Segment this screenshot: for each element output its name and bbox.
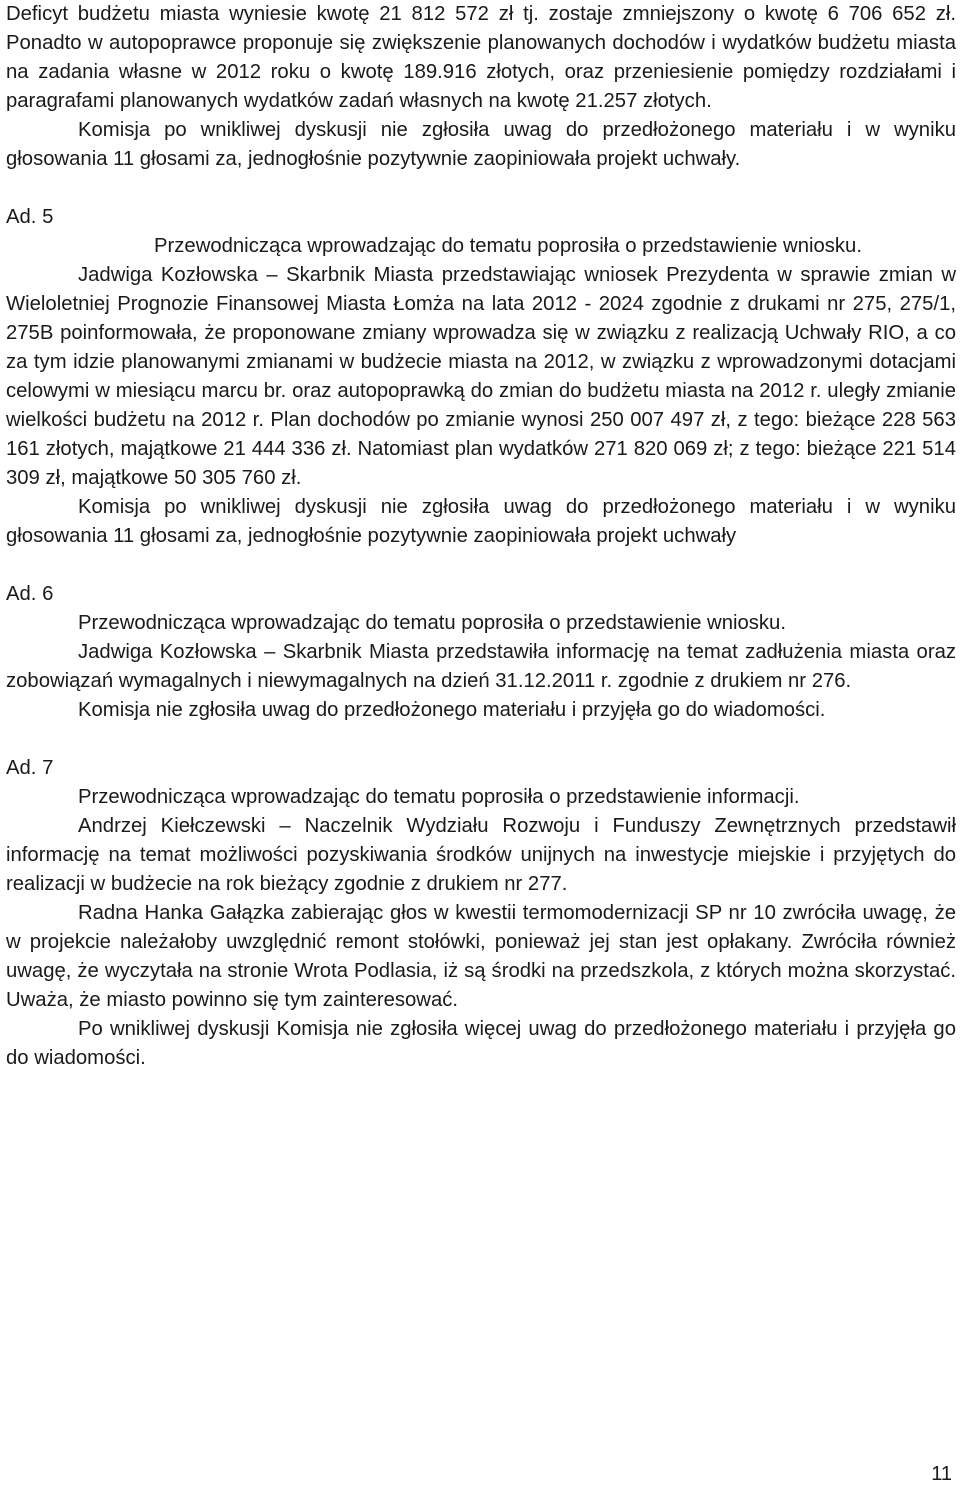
- document-page: [6, 0, 956, 1073]
- paragraph-councillor-remarks: Radna Hanka Gałązka zabierając głos w kwestii termomodernizacji SP nr 10 zwróciła uwagę, że w projekcie należałoby uwzględnić remont stołówki, ponieważ jej stan jest opłakany. Zwróciła również uwagę, że wyczytała na stronie Wrota Podlasia, iż są środki na przedszkola, z których można skorzystać. Uważa, że miasto powinno się tym zainteresować.: [6, 902, 956, 1011]
- paragraph-chair-intro: Przewodnicząca wprowadzając do tematu poprosiła o przedstawienie wniosku.: [154, 235, 862, 257]
- section-heading-ad6: Ad. 6: [6, 583, 54, 605]
- paragraph-treasurer-report: Jadwiga Kozłowska – Skarbnik Miasta przedstawiając wniosek Prezydenta w sprawie zmian w Wieloletniej Prognozie Finansowej Miasta Łomża na lata 2012 - 2024 zgodnie z drukami nr 275, 275/1, 275B poinformowała, że proponowane zmiany wprowadza się w związku z realizacją Uchwały RIO, a co za tym idzie planowanymi zmianami w budżecie miasta na 2012, w związku z wprowadzonymi dotacjami celowymi w miesiącu marcu br. oraz autopoprawką do zmian do budżetu miasta na 2012 r. uległy zmianie wielkości budżetu na 2012 r. Plan dochodów po zmianie wynosi 250 007 497 zł, z tego: bieżące 228 563 161 złotych, majątkowe 21 444 336 zł. Natomiast plan wydatków 271 820 069 zł; z tego: bieżące 221 514 309 zł, majątkowe 50 305 760 zł.: [6, 264, 956, 489]
- paragraph-eu-funds-info: Andrzej Kiełczewski – Naczelnik Wydziału Rozwoju i Funduszy Zewnętrznych przedstawił informację na temat możliwości pozyskiwania środków unijnych na inwestycje miejskie i przyjętych do realizacji w budżecie na rok bieżący zgodnie z drukiem nr 277.: [6, 815, 956, 895]
- section-heading-ad7: Ad. 7: [6, 757, 54, 779]
- paragraph-commission-opinion: Komisja po wnikliwej dyskusji nie zgłosiła uwag do przedłożonego materiału i w wyniku głosowania 11 głosami za, jednogłośnie pozytywnie zaopiniowała projekt uchwały.: [6, 119, 956, 170]
- spacer: [6, 174, 956, 203]
- paragraph-commission-accepted: Po wnikliwej dyskusji Komisja nie zgłosiła więcej uwag do przedłożonego materiału i przyjęła go do wiadomości.: [6, 1018, 956, 1069]
- paragraph-commission-opinion: Komisja po wnikliwej dyskusji nie zgłosiła uwag do przedłożonego materiału i w wyniku głosowania 11 głosami za, jednogłośnie pozytywnie zaopiniowała projekt uchwały: [6, 496, 956, 547]
- paragraph-chair-intro: Przewodnicząca wprowadzając do tematu poprosiła o przedstawienie wniosku.: [78, 612, 786, 634]
- paragraph-chair-intro: Przewodnicząca wprowadzając do tematu poprosiła o przedstawienie informacji.: [78, 786, 800, 808]
- section-heading-ad5: Ad. 5: [6, 206, 54, 228]
- paragraph-deficit: Deficyt budżetu miasta wyniesie kwotę 21 812 572 zł tj. zostaje zmniejszony o kwotę 6 706 652 zł. Ponadto w autopoprawce proponuje się zwiększenie planowanych dochodów i wydatków budżetu miasta na zadania własne w 2012 roku o kwotę 189.916 złotych, oraz przeniesienie pomiędzy rozdziałami i paragrafami planowanych wydatków zadań własnych na kwotę 21.257 złotych.: [6, 3, 956, 112]
- spacer: [6, 551, 956, 580]
- spacer: [6, 725, 956, 754]
- paragraph-commission-accepted: Komisja nie zgłosiła uwag do przedłożonego materiału i przyjęła go do wiadomości.: [78, 699, 826, 721]
- page-number: 11: [931, 1463, 952, 1485]
- paragraph-treasurer-debt-info: Jadwiga Kozłowska – Skarbnik Miasta przedstawiła informację na temat zadłużenia miasta oraz zobowiązań wymagalnych i niewymagalnych na dzień 31.12.2011 r. zgodnie z drukiem nr 276.: [6, 641, 956, 692]
